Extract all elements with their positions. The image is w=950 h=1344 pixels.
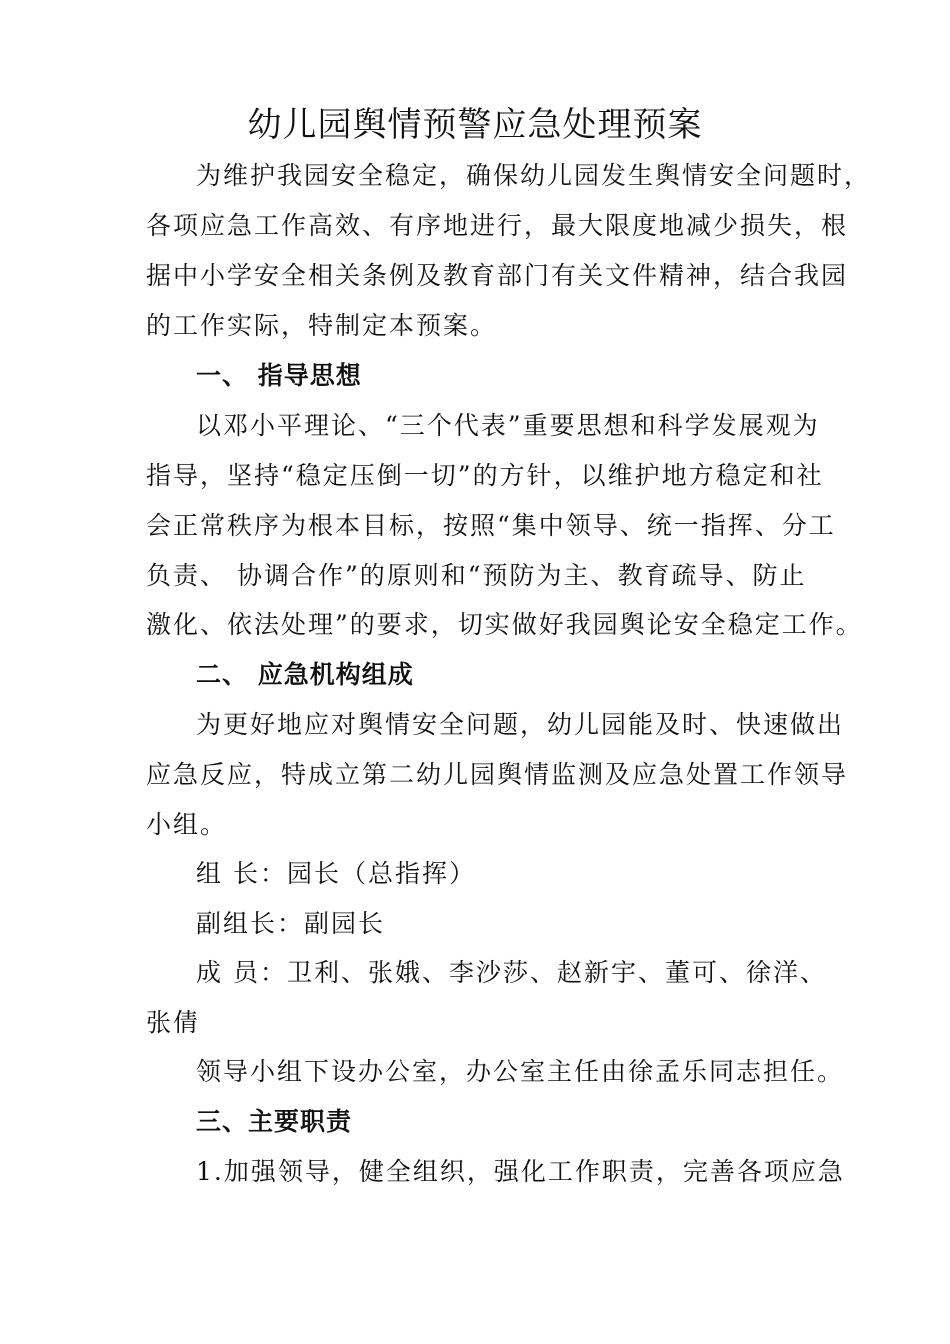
paragraph-line: 领导小组下设办公室，办公室主任由徐孟乐同志担任。 [196,1057,845,1086]
paragraph-line: 激化、依法处理”的要求，切实做好我园舆论安全稳定工作。 [146,610,863,639]
paragraph-line: 应急反应，特成立第二幼儿园舆情监测及应急处置工作领导 [146,760,849,789]
deputy-leader-line: 副组长：副园长 [196,909,386,938]
paragraph-line: 的工作实际，特制定本预案。 [146,311,498,340]
paragraph-line: 会正常秩序为根本目标，按照“集中领导、统一指挥、分工 [146,511,836,540]
paragraph-line: 为更好地应对舆情安全问题，幼儿园能及时、快速做出 [196,710,845,739]
section-heading-1: 一、 指导思想 [196,361,362,390]
section-heading-3: 三、主要职责 [196,1107,353,1136]
members-line-continued: 张倩 [146,1008,201,1037]
paragraph-line: 小组。 [146,810,228,839]
document-title: 幼儿园舆情预警应急处理预案 [247,105,703,145]
section-heading-2: 二、 应急机构组成 [196,660,414,689]
paragraph-line: 负责、 协调合作”的原则和“预防为主、教育疏导、防止 [146,561,807,590]
group-leader-line: 组 长：园长（总指挥） [196,859,476,888]
paragraph-line: 指导，坚持“稳定压倒一切”的方针，以维护地方稳定和社 [146,461,824,490]
paragraph-line: 为维护我园安全稳定，确保幼儿园发生舆情安全问题时， [196,161,872,190]
paragraph-line: 1.加强领导，健全组织，强化工作职责，完善各项应急 [196,1157,845,1186]
paragraph-line: 以邓小平理论、“三个代表”重要思想和科学发展观为 [196,411,820,440]
members-line: 成 员：卫利、张娥、李沙莎、赵新宇、董可、徐洋、 [196,958,827,987]
paragraph-line: 据中小学安全相关条例及教育部门有关文件精神，结合我园 [146,261,849,290]
paragraph-line: 各项应急工作高效、有序地进行，最大限度地减少损失，根 [146,211,849,240]
